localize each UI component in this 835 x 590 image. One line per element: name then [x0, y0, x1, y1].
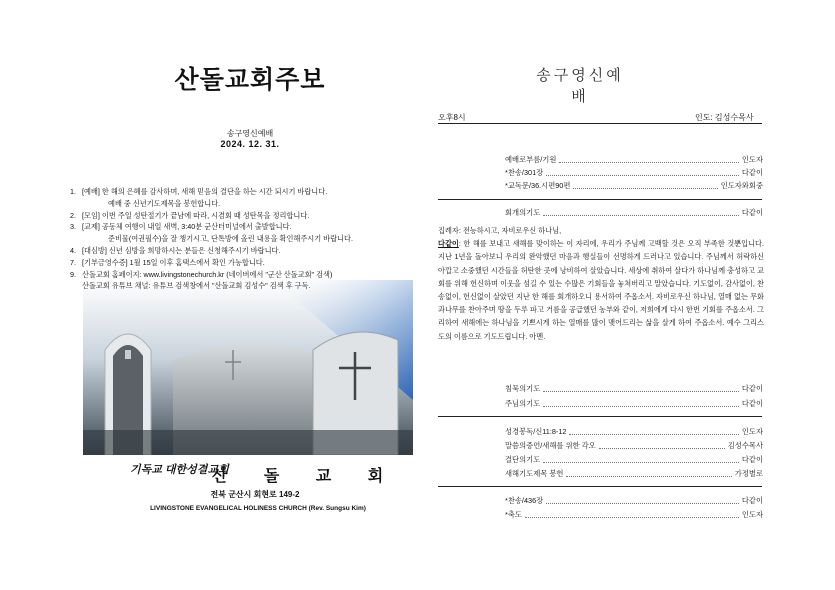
order-item: 예배로부름/기원 인도자 — [505, 154, 763, 164]
church-building-illustration — [83, 280, 413, 455]
order-item: 새해기도제목 봉헌 가정별로 — [505, 468, 763, 478]
order-item: 침묵의기도 다같이 — [505, 383, 763, 393]
order-item: 회개의기도 다같이 — [505, 207, 763, 217]
order-item: 성경봉독/신11:8-12 인도자 — [505, 426, 763, 436]
order-item: *축도 인도자 — [505, 509, 763, 519]
worship-title: 송구영신예배 — [536, 67, 624, 105]
denomination-logo-text: 기독교 대한성결교회 — [130, 464, 229, 476]
divider — [438, 416, 762, 417]
worship-time: 오후8시 — [438, 113, 466, 122]
order-item: *찬송/301장 다같이 — [505, 167, 763, 177]
notice-item: 1. [예배] 한 해의 은혜를 감사하며, 새해 믿음의 결단을 하는 시간 되시기 바랍니다. 예배 중 신년기도제목을 봉헌합니다. — [70, 187, 328, 208]
service-name: 송구영신예배 — [226, 129, 274, 138]
divider — [438, 123, 762, 124]
church-name: 산 돌 교 회 — [212, 468, 400, 485]
worship-leader: 인도: 김성수목사 — [695, 113, 754, 122]
order-item: 말씀의증언/새해를 위한 각오 김성수목사 — [505, 440, 763, 450]
order-item: *찬송/436장 다같이 — [505, 495, 763, 505]
notice-item: 4. [대심방] 신년 심방을 희망하시는 분들은 신청해주시기 바랍니다. — [70, 245, 281, 255]
order-item: 주님의기도 다같이 — [505, 398, 763, 408]
notice-list — [70, 186, 415, 292]
bulletin-title: 산돌교회주보 — [174, 65, 326, 94]
church-address: 전북 군산시 회현로 149-2 — [210, 490, 300, 499]
order-item: 결단의기도 다같이 — [505, 454, 763, 464]
church-building-photo — [83, 280, 413, 455]
order-item: *교독문/36.시편90편 인도자와회중 — [505, 180, 763, 190]
divider — [438, 486, 762, 487]
confession-prayer-text: 집례자: 전능하시고, 자비로우신 하나님, 다같이: 한 해를 보내고 새해를 맞이하는 이 자리에, 우리가 주님께 고백할 것은 오직 부족한 것뿐입니다. 지난 1년을 돌아보니 우리의 완악했던 마음과 행실들이 선명하게 드러나고 있습니다. 주님께서 허락하신 아깝고 소중했던 시간들을 허탄한 곳에 낭비하여 살았습니다. 세상에 취하여 살다가 하나님께 충성하고 교회를 위해 헌신하며 이웃을 섬길 수 있는 수많은 기회들을 놓쳐버리고 말았습니다. 기도없이, 감사없이, 찬송없이, 헌신없이 살았던 지난 한 해를 회개하오니 용서하여 주옵소서. 자비로우신 하나님, 열매 없는 무화과나무를 찬아주며 땅을 두루 파고 거름을 공급했던 농부와 같이, 저희에게 다시 한번 기회를 주옵소서. 그리하여 새해에는 하나님을 기쁘시게 하는 열매를 많이 맺어드리는 삶을 살게 하여 주옵소서. 예수 그리스도의 이름으로 기도드립니다. 아멘. — [438, 226, 764, 341]
church-english-name: LIVINGSTONE EVANGELICAL HOLINESS CHURCH (Rev. Sungsu Kim) — [150, 505, 366, 512]
notice-item: 2. [모임] 이번 주일 성탄절기가 끝남에 따라, 시겸회 때 성탄목을 정리합니다. — [70, 210, 310, 220]
service-date: 2024. 12. 31. — [220, 139, 280, 149]
notice-item: 9. 산돌교회 홈페이지: www.livingstonechurch.kr (네이버에서 "군산 산돌교회" 검색) — [70, 269, 333, 279]
notice-item: 산돌교회 유튜브 채널: 유튜브 검색창에서 "산돌교회 김성수" 검색 후 구독. — [82, 281, 311, 291]
notice-item: 3. [교제] 공동체 여행이 내일 새벽, 3:40분 군산터미널에서 출발합니다. 준비물(여권필수)을 잘 챙기시고, 단톡방에 올린 내용을 확인해주시기 바랍니다. — [70, 222, 353, 244]
notice-item: 7. [기부금영수증] 1월 15일 이후 홈택스에서 확인 가능합니다. — [70, 257, 265, 267]
divider — [438, 199, 762, 200]
